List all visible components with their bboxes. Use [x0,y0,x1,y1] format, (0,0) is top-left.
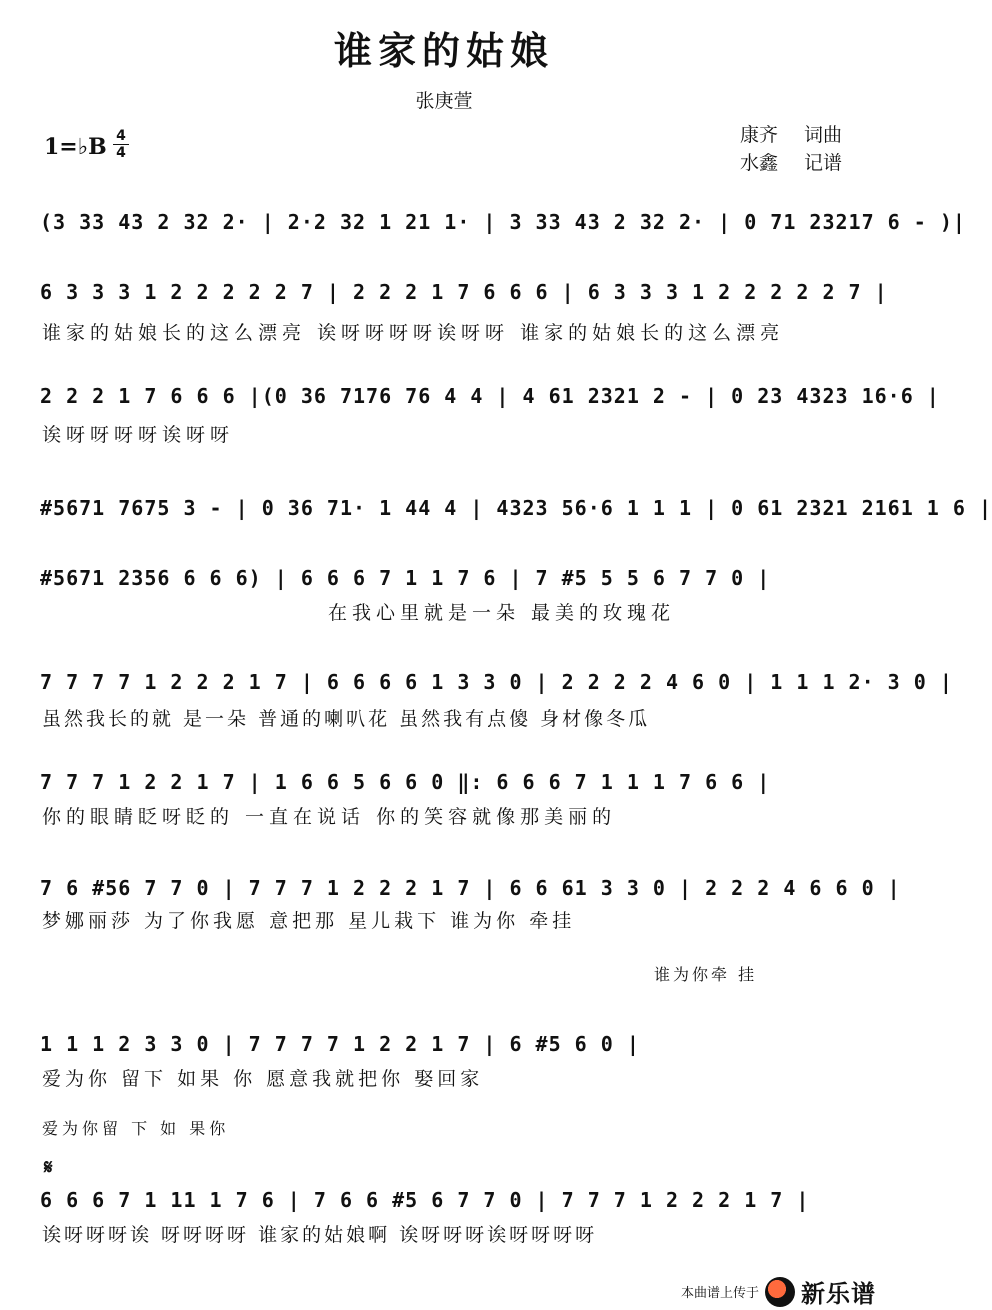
notation-line-4: #5671 7675 3 - | 0 36 71· 1 44 4 | 4323 56·6 1 1 1 | 0 61 2321 2161 1 6 | [40,496,992,520]
notation-line-1: (3 33 43 2 32 2· | 2·2 32 1 21 1· | 3 33 43 2 32 2· | 0 71 23217 6 - )| [40,210,966,234]
notation-line-5: #5671 2356 6 6 6) | 6 6 6 7 1 1 7 6 | 7 #5 5 5 6 7 7 0 | [40,566,771,590]
notation-line-8: 7 6 #56 7 7 0 | 7 7 7 1 2 2 2 1 7 | 6 6 61 3 3 0 | 2 2 2 4 6 6 0 | [40,876,901,900]
time-signature-top: 4 [116,128,126,144]
credit-role: 词曲 [804,124,843,146]
lyric-line-3: 诶呀呀呀呀诶呀呀 [42,424,235,446]
credit-name: 康齐 [740,124,779,146]
lyric-line-9: 爱为你 留下 如果 你 愿意我就把你 娶回家 [42,1068,484,1090]
notation-line-2: 6 3 3 3 1 2 2 2 2 2 7 | 2 2 2 1 7 6 6 6 | 6 3 3 3 1 2 2 2 2 2 7 | [40,280,888,304]
segno-sign: 𝄋 [44,1155,53,1179]
singer-name: 张庚萱 [415,90,473,112]
credit-lyrics-music [740,120,842,147]
song-title: 谁家的姑娘 [333,28,554,73]
notation-line-9: 1 1 1 2 3 3 0 | 7 7 7 7 1 2 2 1 7 | 6 #5 6 0 | [40,1032,640,1056]
lyric-line-6: 虽然我长的就 是一朵 普通的喇叭花 虽然我有点傻 身材像冬瓜 [42,708,651,730]
lyric-line-2: 谁家的姑娘长的这么漂亮 诶呀呀呀呀诶呀呀 谁家的姑娘长的这么漂亮 [42,322,785,344]
lyric-line-5: 在我心里就是一朵 最美的玫瑰花 [328,602,676,624]
lyric-line-8-alt: 谁为你牵 挂 [654,965,758,984]
key-signature: 1=♭B [44,134,107,160]
notation-line-3: 2 2 2 1 7 6 6 6 |(0 36 7176 76 4 4 | 4 61 2321 2 - | 0 23 4323 16·6 | [40,384,940,408]
lyric-line-9-alt: 爱为你留 下 如 果你 [42,1119,230,1138]
time-signature-bottom: 4 [116,145,126,161]
notation-line-10: 6 6 6 7 1 11 1 7 6 | 7 6 6 #5 6 7 7 0 | 7 7 7 1 2 2 2 1 7 | [40,1188,810,1212]
lyric-line-10: 诶呀呀呀诶 呀呀呀呀 谁家的姑娘啊 诶呀呀呀诶呀呀呀呀 [42,1224,598,1246]
credit-role: 记谱 [804,152,843,174]
lyric-line-8: 梦娜丽莎 为了你我愿 意把那 星儿栽下 谁为你 牵挂 [42,910,576,932]
lyric-line-7: 你的眼睛眨呀眨的 一直在说话 你的笑容就像那美丽的 [42,806,617,828]
site-logo-icon [765,1277,795,1307]
site-name: 新乐谱 [801,1280,876,1308]
notation-line-7: 7 7 7 1 2 2 1 7 | 1 6 6 5 6 6 0 ‖: 6 6 6 7 1 1 1 7 6 6 | [40,770,771,794]
notation-line-6: 7 7 7 7 1 2 2 2 1 7 | 6 6 6 6 1 3 3 0 | 2 2 2 2 4 6 0 | 1 1 1 2· 3 0 | [40,670,953,694]
credit-transcriber [740,148,842,175]
credit-name: 水鑫 [740,152,779,174]
watermark [681,1274,876,1309]
upload-note: 本曲谱上传于 [680,1286,759,1301]
time-signature [112,128,130,161]
